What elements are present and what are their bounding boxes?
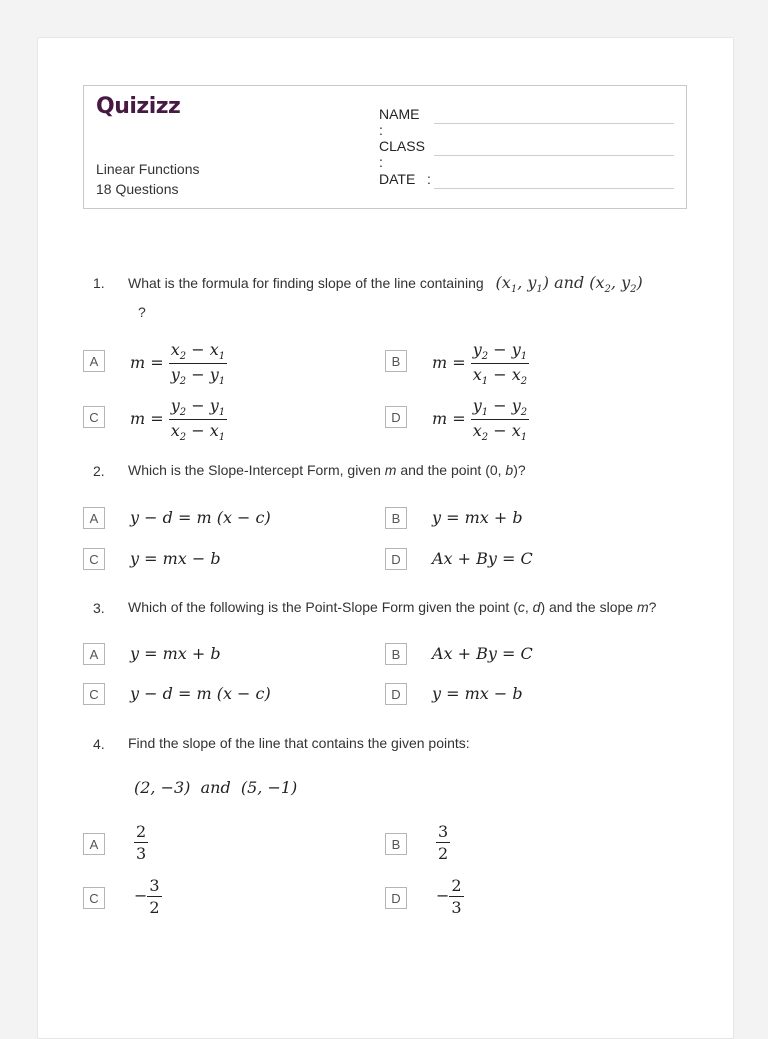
option-b-expr[interactable]: Ax + By = C [432, 644, 533, 663]
question-number: 4. [93, 736, 105, 752]
option-b-box[interactable]: B [385, 643, 407, 665]
option-d-fraction[interactable] [436, 876, 464, 917]
option-c-fraction[interactable] [134, 876, 162, 917]
option-b-formula[interactable]: m = $\frac{y_2 - y_1}{x_1 - x_2}$ [432, 340, 528, 388]
fraction-sign: − [134, 886, 148, 905]
option-c-box[interactable]: C [83, 548, 105, 570]
option-b-box[interactable]: B [385, 350, 407, 372]
denominator: 2 [149, 898, 160, 917]
option-a-formula[interactable]: m = $\frac{x_2 - x_1}{y_2 - y_1}$ [130, 340, 226, 388]
option-a-box[interactable]: A [83, 643, 105, 665]
option-c-expr[interactable]: y = mx − b [130, 549, 221, 568]
option-b-box[interactable]: B [385, 507, 407, 529]
option-d-box[interactable]: D [385, 887, 407, 909]
question-number: 1. [93, 275, 105, 291]
option-d-box[interactable]: D [385, 406, 407, 428]
date-label: DATE : [379, 171, 431, 187]
question-number: 3. [93, 600, 105, 616]
question-text-part: Which is the Slope-Intercept Form, given [128, 462, 385, 478]
worksheet-header [83, 85, 687, 209]
option-a-expr[interactable]: y = mx + b [130, 644, 221, 663]
date-line [434, 188, 674, 189]
question-prompt: What is the formula for finding slope of the line containing [128, 275, 484, 291]
option-a-box[interactable]: A [83, 507, 105, 529]
question-text-part: ? [648, 599, 657, 615]
option-c-formula[interactable]: m = $\frac{y_2 - y_1}{x_2 - x_1}$ [130, 396, 226, 444]
option-a-box[interactable]: A [83, 833, 105, 855]
fraction-sign: − [436, 886, 450, 905]
numerator: 2 [451, 876, 462, 895]
question-text [128, 596, 688, 619]
question-text: Find the slope of the line that contains the given points: [128, 735, 470, 751]
question-text-part: Which of the following is the Point-Slope Form given the point ( [128, 599, 518, 615]
question-math: ($x_1$, $y_1$) and ($x_2$, $y_2$) [495, 273, 643, 296]
option-c-box[interactable]: C [83, 683, 105, 705]
option-c-box[interactable]: C [83, 887, 105, 909]
numerator: 2 [136, 822, 147, 841]
question-text-part: )? [513, 462, 526, 478]
option-b-expr[interactable]: y = mx + b [432, 508, 523, 527]
denominator: 3 [136, 844, 147, 863]
question-text-part: , [524, 599, 533, 615]
name-line [434, 123, 674, 124]
denominator: 3 [451, 898, 462, 917]
option-a-fraction[interactable] [134, 822, 148, 863]
class-line [434, 155, 674, 156]
question-count: 18 Questions [96, 181, 179, 197]
question-text-var: d [532, 599, 541, 615]
name-label: NAME : [379, 106, 420, 138]
quizizz-logo: Quizizz [96, 94, 181, 119]
option-d-box[interactable]: D [385, 683, 407, 705]
option-b-box[interactable]: B [385, 833, 407, 855]
question-number: 2. [93, 463, 105, 479]
question-text-var: c [517, 599, 525, 615]
class-label: CLASS : [379, 138, 425, 170]
option-d-expr[interactable]: Ax + By = C [432, 549, 533, 568]
question-text-part: and the point (0, [396, 462, 506, 478]
question-text-var: m [384, 462, 397, 478]
option-a-box[interactable]: A [83, 350, 105, 372]
option-a-expr[interactable]: y − d = m (x − c) [130, 508, 271, 527]
question-text-var: m [636, 599, 649, 615]
question-math: (2, −3) and (5, −1) [134, 778, 298, 797]
option-c-expr[interactable]: y − d = m (x − c) [130, 684, 271, 703]
option-d-formula[interactable]: m = $\frac{y_1 - y_2}{x_2 - x_1}$ [432, 396, 528, 444]
question-text [128, 271, 688, 324]
question-text [128, 459, 688, 482]
question-text-var: b [505, 462, 514, 478]
question-end: ? [138, 304, 146, 321]
option-d-box[interactable]: D [385, 548, 407, 570]
option-c-box[interactable]: C [83, 406, 105, 428]
quiz-title: Linear Functions [96, 161, 200, 177]
option-b-fraction[interactable] [436, 822, 450, 863]
numerator: 3 [438, 822, 449, 841]
question-text-part: ) and the slope [540, 599, 637, 615]
numerator: 3 [149, 876, 160, 895]
denominator: 2 [438, 844, 449, 863]
option-d-expr[interactable]: y = mx − b [432, 684, 523, 703]
